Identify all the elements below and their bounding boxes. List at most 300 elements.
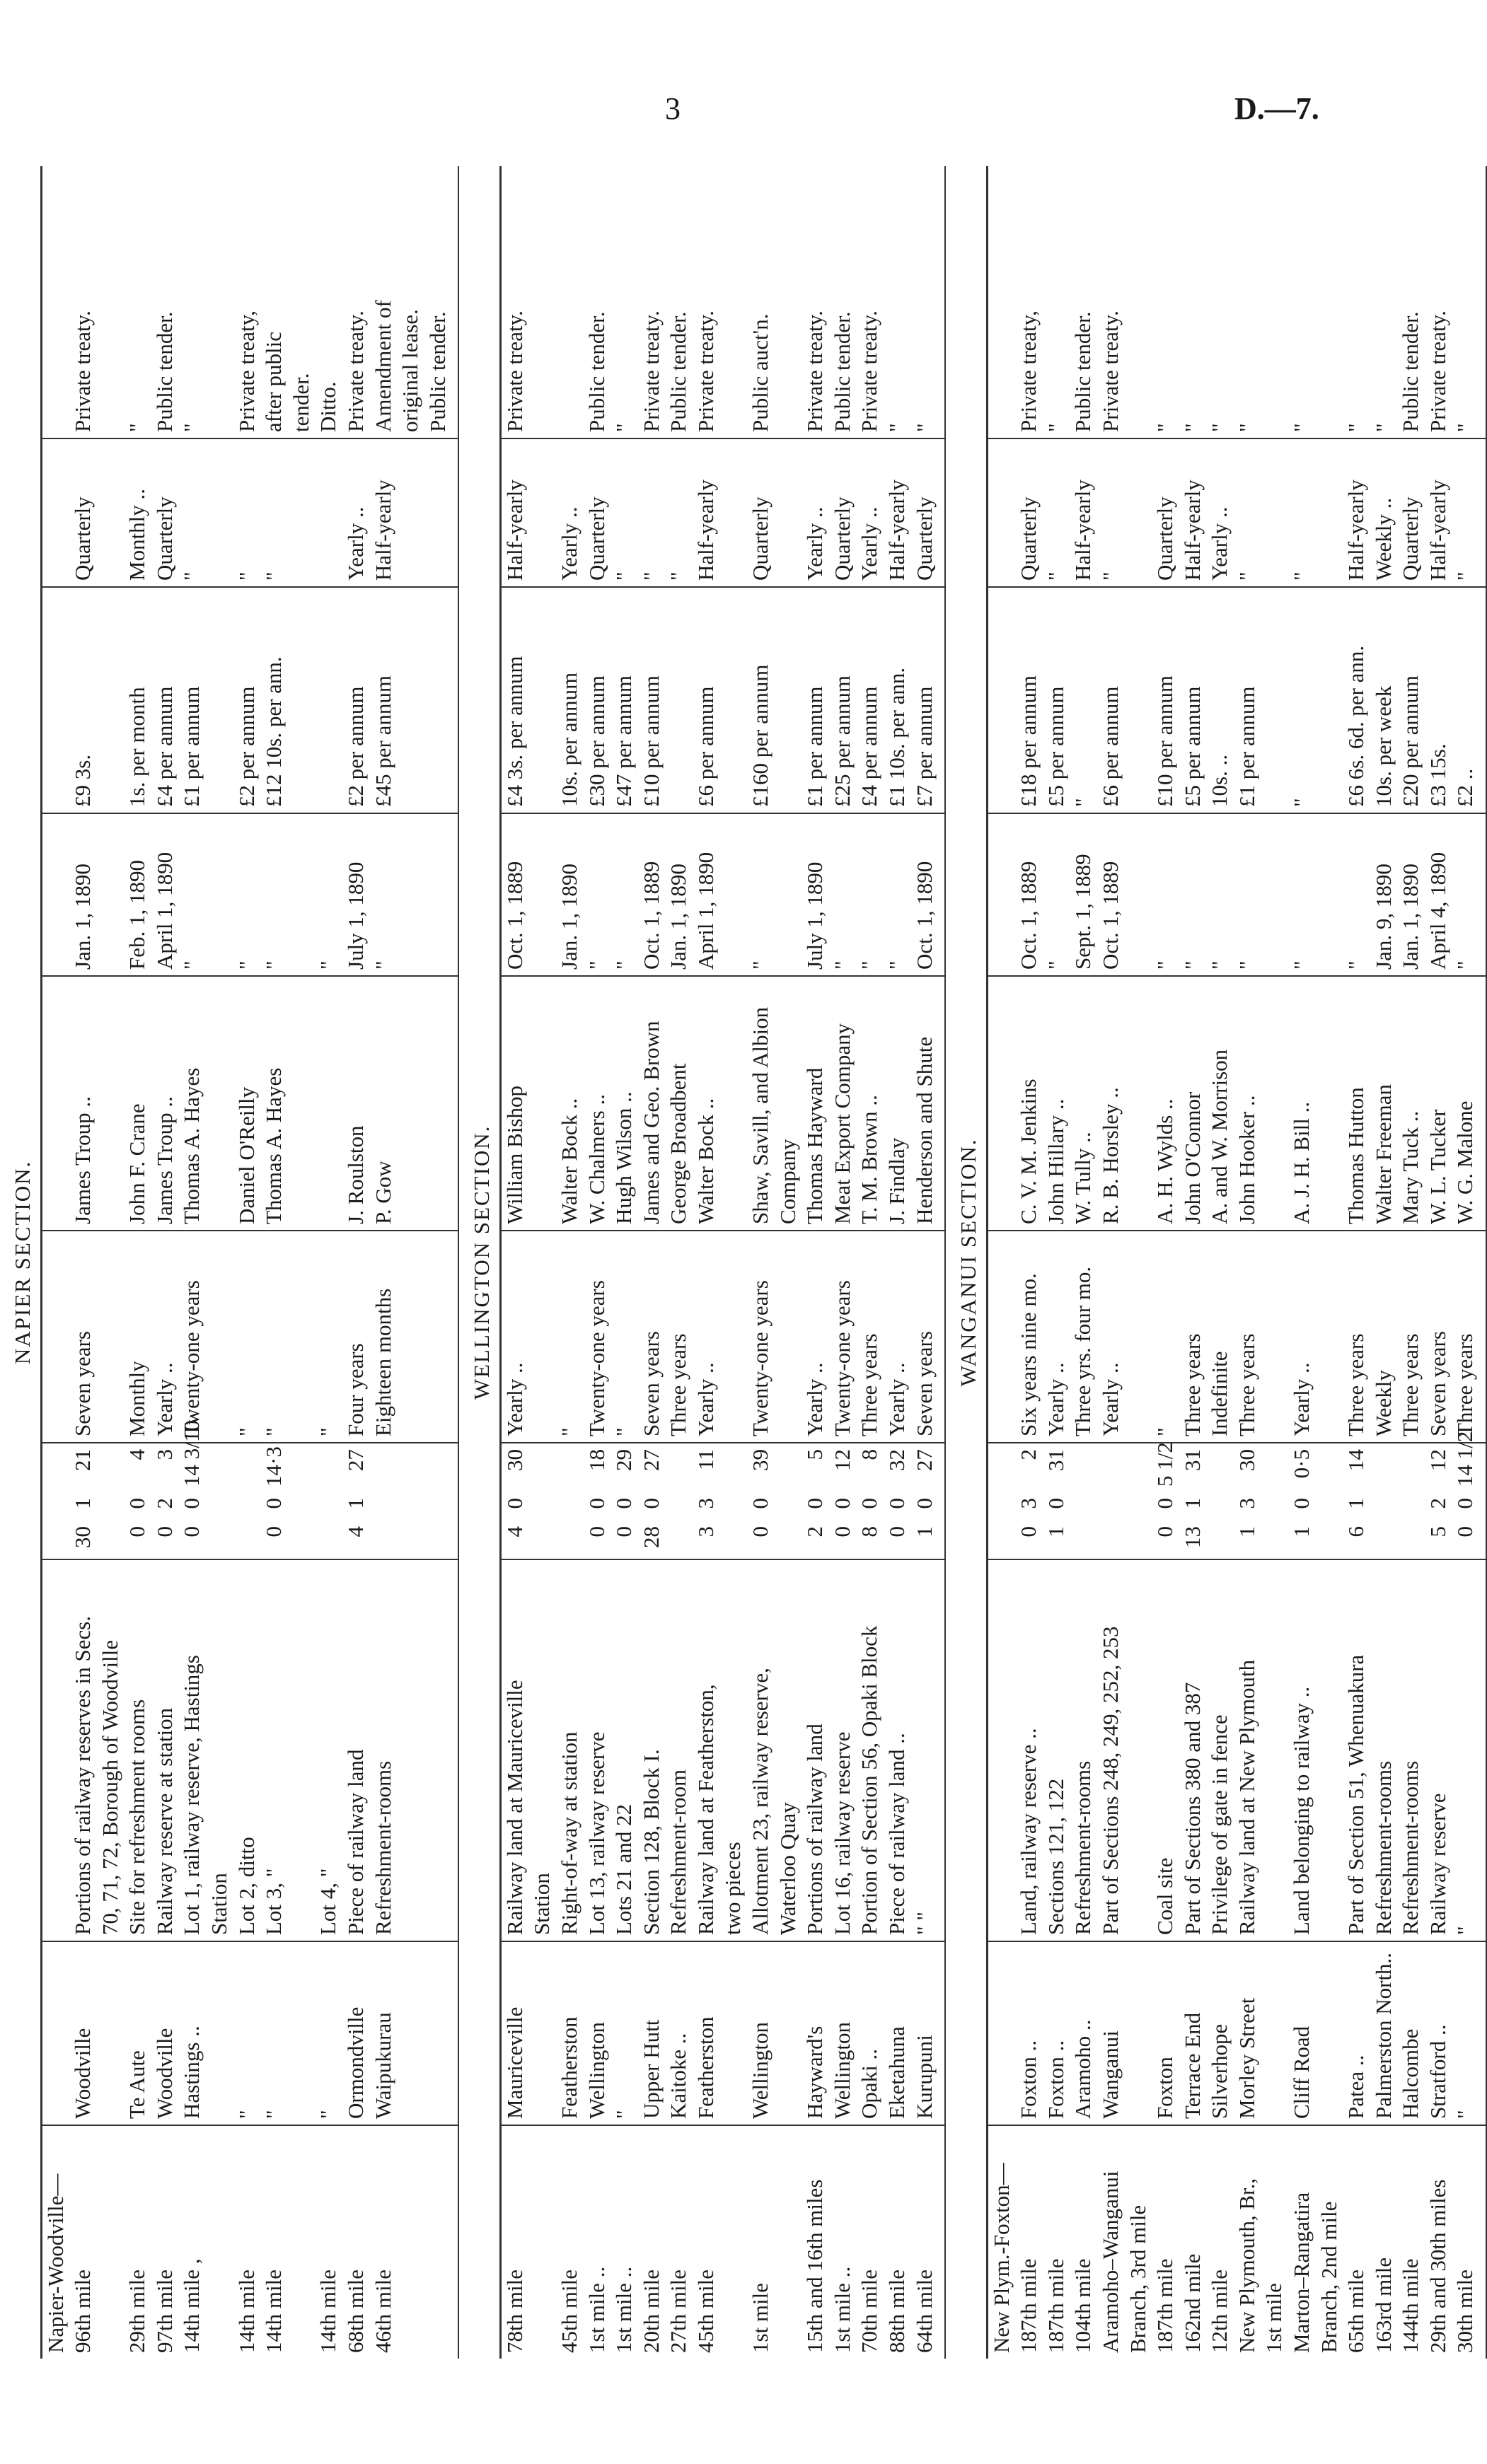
how-let-cell: "	[911, 166, 946, 438]
area-acres-cell	[424, 1521, 459, 1559]
mileage-cell: 104th mile	[1070, 2258, 1096, 2353]
area-perches-cell: 3	[151, 1449, 177, 1460]
area-perches-cell	[41, 1443, 69, 1492]
commencement-cell: April 4, 1890	[1425, 813, 1452, 976]
payable-cell: Half-yearly	[1425, 438, 1452, 587]
lessee-cell	[1261, 976, 1288, 1231]
area-acres-cell	[987, 1521, 1015, 1559]
description-cell: " "	[911, 1559, 946, 1941]
commencement-cell	[719, 813, 747, 976]
station-cell: Hastings ..	[178, 1941, 206, 2125]
station-cell	[41, 1941, 69, 2125]
rental-cell	[41, 587, 69, 813]
description-cell: Sections 121, 122	[1043, 1559, 1070, 1941]
lessee-cell: Daniel O'Reilly	[233, 976, 261, 1231]
area-acres-cell	[288, 1521, 316, 1559]
lessee-cell	[288, 976, 316, 1231]
payable-cell	[206, 438, 233, 587]
rental-cell	[665, 587, 693, 813]
description-cell: Refreshment-rooms	[1397, 1559, 1425, 1941]
commencement-cell: "	[884, 813, 911, 976]
area-acres-cell: 13	[1179, 1521, 1207, 1559]
table-row	[775, 166, 802, 2359]
area-perches-cell: 5 1/2	[1152, 1442, 1178, 1487]
description-cell: Lots 21 and 22	[611, 1559, 638, 1941]
commencement-cell: "	[260, 813, 288, 976]
area-perches-cell: 27	[911, 1443, 946, 1492]
mileage-cell: 187th mile	[1043, 2258, 1068, 2353]
description-cell: Lot 1, railway reserve, Hastings	[178, 1559, 206, 1941]
description-cell	[1125, 1559, 1152, 1941]
table-row	[41, 166, 69, 2359]
rental-cell: £1 per annum	[178, 587, 206, 813]
area-roods-cell: 0	[1289, 1498, 1314, 1509]
commencement-cell: "	[856, 813, 884, 976]
how-let-cell: "	[178, 166, 206, 438]
area-perches-cell: 39	[748, 1449, 773, 1471]
commencement-cell	[1261, 813, 1288, 976]
area-acres-cell: 0	[611, 1521, 638, 1559]
how-let-cell	[1125, 166, 1152, 438]
term-cell: Eighteen months	[370, 1231, 398, 1443]
how-let-cell: "	[884, 166, 911, 438]
rental-cell: £30 per annum	[584, 587, 611, 813]
payable-cell: "	[233, 438, 261, 587]
area-perches-cell	[665, 1443, 693, 1492]
area-acres-cell	[1261, 1521, 1288, 1559]
area-roods-cell	[1316, 1492, 1343, 1521]
area-roods-cell: 0	[829, 1498, 855, 1509]
lessee-cell	[424, 976, 459, 1231]
area-acres-cell	[1070, 1521, 1097, 1559]
table-row	[665, 166, 693, 2359]
lessee-cell: W. Chalmers ..	[584, 976, 611, 1231]
how-let-cell	[206, 166, 233, 438]
table-row	[342, 166, 370, 2359]
table-row	[693, 166, 720, 2359]
payable-cell	[528, 438, 556, 587]
payable-cell: Yearly ..	[1206, 438, 1234, 587]
table-row	[1370, 166, 1398, 2359]
area-perches-cell: 11	[693, 1449, 718, 1470]
lessee-cell: Walter Bock ..	[693, 976, 720, 1231]
area-acres-cell: 1	[911, 1521, 946, 1559]
mileage-cell: 68th mile	[342, 2270, 368, 2353]
area-acres-cell: 1	[1043, 1521, 1070, 1559]
how-let-cell: Public tender.	[151, 166, 179, 438]
area-perches-cell: 18	[584, 1449, 609, 1471]
term-cell: Yearly ..	[802, 1231, 829, 1443]
payable-cell: Monthly ..	[124, 438, 151, 587]
lessee-cell: Thomas A. Hayes	[178, 976, 206, 1231]
payable-cell: "	[178, 438, 206, 587]
how-let-cell	[556, 166, 584, 438]
lessee-cell: Thomas Hayward	[802, 976, 829, 1231]
station-cell	[987, 1941, 1015, 2125]
description-cell: Refreshment-rooms	[1370, 1559, 1398, 1941]
mileage-cell: New Plym.-Foxton—	[987, 2125, 1015, 2359]
rental-cell: £10 per annum	[1152, 587, 1179, 813]
description-cell: Railway land at Featherston,	[693, 1559, 720, 1941]
lessee-cell: Thomas Hutton	[1343, 976, 1370, 1231]
station-cell	[1261, 1941, 1288, 2125]
area-perches-cell: 5	[802, 1449, 828, 1460]
section-title: NAPIER SECTION.	[10, 1160, 35, 1365]
area-perches-cell: 14 3/10	[179, 1420, 204, 1487]
table-row	[424, 166, 459, 2359]
commencement-cell: "	[747, 813, 775, 976]
commencement-cell: Sept. 1, 1889	[1070, 813, 1097, 976]
how-let-cell: "	[1206, 166, 1234, 438]
station-cell	[1125, 1941, 1152, 2125]
mileage-cell: 14th mile ,	[179, 2258, 204, 2353]
term-cell: Yearly ..	[1288, 1231, 1316, 1443]
how-let-cell: Amendment of	[370, 166, 398, 438]
lessee-cell: W. L. Tucker	[1425, 976, 1452, 1231]
rental-cell: £6 per annum	[693, 587, 720, 813]
term-cell: Yearly ..	[500, 1231, 528, 1443]
lessee-cell: Mary Tuck ..	[1397, 976, 1425, 1231]
how-let-cell	[97, 166, 125, 438]
payable-cell	[1316, 438, 1343, 587]
area-roods-cell: 3	[1016, 1498, 1041, 1509]
station-cell: Mauriceville	[500, 1941, 528, 2125]
rental-cell	[987, 587, 1015, 813]
lessee-cell: W. G. Malone	[1452, 976, 1486, 1231]
lessee-cell	[719, 976, 747, 1231]
mileage-cell: 97th mile	[151, 2270, 177, 2353]
rental-cell: "	[1070, 587, 1097, 813]
area-perches-cell: 14·3	[261, 1446, 287, 1487]
rental-cell: "	[1288, 587, 1316, 813]
mileage-cell: 64th mile	[911, 2125, 946, 2359]
mileage-cell: 45th mile	[693, 2270, 718, 2353]
station-cell: Halcombe	[1397, 1941, 1425, 2125]
payable-cell	[397, 438, 424, 587]
station-cell: "	[260, 1941, 288, 2125]
description-cell: 70, 71, 72, Borough of Woodville	[97, 1559, 125, 1941]
description-cell: Railway reserve	[1425, 1559, 1452, 1941]
term-cell: Twenty-one years	[584, 1231, 611, 1443]
mileage-cell: 1st mile	[1261, 2282, 1287, 2353]
area-acres-cell	[97, 1521, 125, 1559]
description-cell	[987, 1559, 1015, 1941]
area-roods-cell: 0	[802, 1498, 828, 1509]
area-roods-cell: 1	[70, 1498, 96, 1509]
area-roods-cell: 0	[261, 1498, 287, 1509]
commencement-cell: "	[1343, 813, 1370, 976]
area-roods-cell: 0	[638, 1498, 664, 1509]
payable-cell	[424, 438, 459, 587]
term-cell: Yearly ..	[693, 1231, 720, 1443]
area-roods-cell	[1397, 1492, 1425, 1521]
how-let-cell: "	[1152, 166, 1179, 438]
description-cell: Lot 16, railway reserve	[829, 1559, 857, 1941]
term-cell: "	[233, 1231, 261, 1443]
lessee-cell: J. Roulston	[342, 976, 370, 1231]
area-acres-cell: 4	[500, 1521, 528, 1559]
area-perches-cell: 27	[342, 1449, 368, 1471]
lessee-cell: John O'Connor	[1179, 976, 1207, 1231]
area-perches-cell: 14 1/2	[1452, 1443, 1486, 1492]
table-row	[1397, 166, 1425, 2359]
rental-cell: £3 15s.	[1425, 587, 1452, 813]
payable-cell: Quarterly	[69, 438, 97, 587]
mileage-cell: Aramoho–Wanganui	[1097, 2170, 1123, 2353]
area-acres-cell	[1316, 1521, 1343, 1559]
description-cell: Part of Sections 380 and 387	[1179, 1559, 1207, 1941]
lessee-cell: C. V. M. Jenkins	[1015, 976, 1043, 1231]
area-perches-cell: 21	[70, 1449, 96, 1471]
area-roods-cell	[775, 1492, 802, 1521]
table-row	[370, 166, 398, 2359]
station-cell	[288, 1941, 316, 2125]
term-cell: Three years	[1343, 1231, 1370, 1443]
area-acres-cell: 0	[178, 1521, 206, 1559]
area-acres-cell: 3	[693, 1521, 720, 1559]
term-cell	[719, 1231, 747, 1443]
how-let-cell: "	[611, 166, 638, 438]
description-cell: Right-of-way at station	[556, 1559, 584, 1941]
area-acres-cell	[528, 1521, 556, 1559]
how-let-cell: Private treaty.	[802, 166, 829, 438]
mileage-cell: Marton–Rangatira	[1289, 2192, 1314, 2353]
mileage-cell: Branch, 2nd mile	[1316, 2201, 1341, 2353]
description-cell	[288, 1559, 316, 1941]
table-row	[1043, 166, 1070, 2359]
mileage-cell: 14th mile	[261, 2270, 287, 2353]
how-let-cell: after public	[260, 166, 288, 438]
table-row	[1097, 166, 1125, 2359]
mileage-cell	[397, 2125, 424, 2359]
payable-cell: Quarterly	[1397, 438, 1425, 587]
how-let-cell: Private treaty.	[856, 166, 884, 438]
mileage-cell: 1st mile ..	[611, 2266, 637, 2353]
description-cell: Lot 2, ditto	[233, 1559, 261, 1941]
payable-cell: Quarterly	[1152, 438, 1179, 587]
lessee-cell: Meat Export Company	[829, 976, 857, 1231]
how-let-cell: Public tender.	[424, 166, 459, 438]
area-roods-cell	[370, 1492, 398, 1521]
area-perches-cell: 30	[1234, 1449, 1259, 1471]
payable-cell: Half-yearly	[370, 438, 398, 587]
area-roods-cell: 0	[748, 1498, 773, 1509]
term-cell: "	[556, 1231, 584, 1443]
how-let-cell: Ditto.	[315, 166, 342, 438]
table-body	[0, 166, 1486, 2359]
station-cell	[397, 1941, 424, 2125]
commencement-cell: "	[178, 813, 206, 976]
how-let-cell: Private treaty.	[500, 166, 528, 438]
commencement-cell: "	[1206, 813, 1234, 976]
lessee-cell	[1125, 976, 1152, 1231]
area-acres-cell	[206, 1521, 233, 1559]
area-perches-cell: 12	[829, 1449, 855, 1471]
area-acres-cell	[719, 1521, 747, 1559]
page-number: 3	[665, 91, 681, 126]
area-roods-cell	[315, 1492, 342, 1521]
area-roods-cell: 0	[611, 1498, 637, 1509]
mileage-cell: 163rd mile	[1370, 2257, 1396, 2353]
table-row	[97, 166, 125, 2359]
term-cell: Three years	[1179, 1231, 1207, 1443]
station-cell: "	[611, 1941, 638, 2125]
term-cell: Four years	[342, 1231, 370, 1443]
commencement-cell	[775, 813, 802, 976]
rental-cell	[1261, 587, 1288, 813]
mileage-cell: 96th mile	[70, 2270, 96, 2353]
term-cell	[424, 1231, 459, 1443]
how-let-cell: "	[1452, 166, 1486, 438]
payable-cell	[97, 438, 125, 587]
table-row	[611, 166, 638, 2359]
payable-cell	[41, 438, 69, 587]
table-row	[1015, 166, 1043, 2359]
payable-cell	[1261, 438, 1288, 587]
mileage-cell: 1st mile	[748, 2282, 773, 2353]
table-row	[1452, 166, 1486, 2359]
area-perches-cell	[1316, 1443, 1343, 1492]
how-let-cell: tender.	[288, 166, 316, 438]
description-cell: Privilege of gate in fence	[1206, 1559, 1234, 1941]
term-cell	[288, 1231, 316, 1443]
how-let-cell: Private treaty.	[693, 166, 720, 438]
description-cell: Lot 13, railway reserve	[584, 1559, 611, 1941]
area-roods-cell	[1370, 1492, 1398, 1521]
description-cell: Section 128, Block I.	[638, 1559, 666, 1941]
area-perches-cell	[1097, 1443, 1125, 1492]
how-let-cell	[987, 166, 1015, 438]
payable-cell	[315, 438, 342, 587]
area-perches-cell: 31	[1179, 1449, 1205, 1471]
mileage-cell: 29th mile	[125, 2270, 150, 2353]
area-acres-cell: 1	[1288, 1521, 1316, 1559]
area-acres-cell: 0	[1152, 1521, 1179, 1559]
how-let-cell: Public auct'n.	[747, 166, 775, 438]
how-let-cell	[1261, 166, 1288, 438]
area-roods-cell: 1	[342, 1498, 368, 1509]
area-roods-cell: 0	[1152, 1498, 1178, 1509]
lessee-cell: John Hillary ..	[1043, 976, 1070, 1231]
commencement-cell	[1316, 813, 1343, 976]
table-row	[638, 166, 666, 2359]
lessee-cell: John Hooker ..	[1234, 976, 1261, 1231]
lessee-cell	[397, 976, 424, 1231]
rental-cell: £45 per annum	[370, 587, 398, 813]
payable-cell: "	[1043, 438, 1070, 587]
table-row	[288, 166, 316, 2359]
area-acres-cell: 5	[1425, 1521, 1452, 1559]
area-perches-cell: 12	[1425, 1449, 1450, 1471]
payable-cell: "	[1234, 438, 1261, 587]
term-cell	[97, 1231, 125, 1443]
description-cell: Lot 4, "	[315, 1559, 342, 1941]
payable-cell	[987, 438, 1015, 587]
rental-cell: £2 per annum	[233, 587, 261, 813]
description-cell: Piece of railway land ..	[884, 1559, 911, 1941]
rental-cell: 1s. per month	[124, 587, 151, 813]
area-acres-cell	[1397, 1521, 1425, 1559]
table-row	[1152, 166, 1179, 2359]
how-let-cell	[528, 166, 556, 438]
commencement-cell	[397, 813, 424, 976]
rental-cell: £10 per annum	[638, 587, 666, 813]
station-cell: Woodville	[69, 1941, 97, 2125]
rental-cell	[288, 587, 316, 813]
term-cell	[987, 1231, 1015, 1443]
area-perches-cell	[315, 1443, 342, 1492]
mileage-cell: Napier-Woodville—	[41, 2125, 69, 2359]
payable-cell: Yearly ..	[556, 438, 584, 587]
description-cell: "	[1452, 1559, 1486, 1941]
section-heading-row	[0, 166, 41, 2359]
description-cell: Railway land at Mauriceville	[500, 1559, 528, 1941]
term-cell: Twenty-one years	[178, 1231, 206, 1443]
payable-cell: "	[1452, 438, 1486, 587]
description-cell: Allotment 23, railway reserve,	[747, 1559, 775, 1941]
how-let-cell: "	[1343, 166, 1370, 438]
station-cell	[719, 1941, 747, 2125]
station-cell: Silverhope	[1206, 1941, 1234, 2125]
table-row	[124, 166, 151, 2359]
commencement-cell: "	[1452, 813, 1486, 976]
document-reference: D.—7.	[1234, 91, 1319, 126]
term-cell: "	[260, 1231, 288, 1443]
area-roods-cell: 0	[1043, 1498, 1068, 1509]
rental-cell	[97, 587, 125, 813]
term-cell: Yearly ..	[884, 1231, 911, 1443]
mileage-cell: New Plymouth, Br.,	[1234, 2178, 1259, 2353]
area-acres-cell	[775, 1521, 802, 1559]
table-row	[1316, 166, 1343, 2359]
station-cell: Eketahuna	[884, 1941, 911, 2125]
area-perches-cell: 2	[1016, 1449, 1041, 1460]
commencement-cell: Jan. 1, 1890	[556, 813, 584, 976]
commencement-cell: Oct. 1, 1889	[1015, 813, 1043, 976]
description-cell	[1316, 1559, 1343, 1941]
how-let-cell: "	[1043, 166, 1070, 438]
section-title: WANGANUI SECTION.	[956, 1138, 981, 1387]
station-cell	[528, 1941, 556, 2125]
station-cell	[424, 1941, 459, 2125]
station-cell: Foxton ..	[1043, 1941, 1070, 2125]
payable-cell: Quarterly	[829, 438, 857, 587]
term-cell: Seven years	[69, 1231, 97, 1443]
description-cell: Refreshment-rooms	[370, 1559, 398, 1941]
term-cell: Seven years	[911, 1231, 946, 1443]
term-cell	[528, 1231, 556, 1443]
term-cell	[1125, 1231, 1152, 1443]
term-cell	[41, 1231, 69, 1443]
lessee-cell: John F. Crane	[124, 976, 151, 1231]
commencement-cell	[1125, 813, 1152, 976]
table-row	[1343, 166, 1370, 2359]
lessee-cell	[315, 976, 342, 1231]
table-row	[584, 166, 611, 2359]
area-roods-cell	[987, 1492, 1015, 1521]
area-perches-cell	[556, 1443, 584, 1492]
rental-cell: £47 per annum	[611, 587, 638, 813]
rotated-return-table	[0, 166, 1478, 2359]
how-let-cell: Public tender.	[1397, 166, 1425, 438]
how-let-cell: "	[1288, 166, 1316, 438]
table-row	[233, 166, 261, 2359]
mileage-cell: 162nd mile	[1179, 2253, 1205, 2353]
area-perches-cell	[1261, 1443, 1288, 1492]
description-cell: two pieces	[719, 1559, 747, 1941]
station-cell: "	[233, 1941, 261, 2125]
area-roods-cell: 1	[1343, 1498, 1369, 1509]
